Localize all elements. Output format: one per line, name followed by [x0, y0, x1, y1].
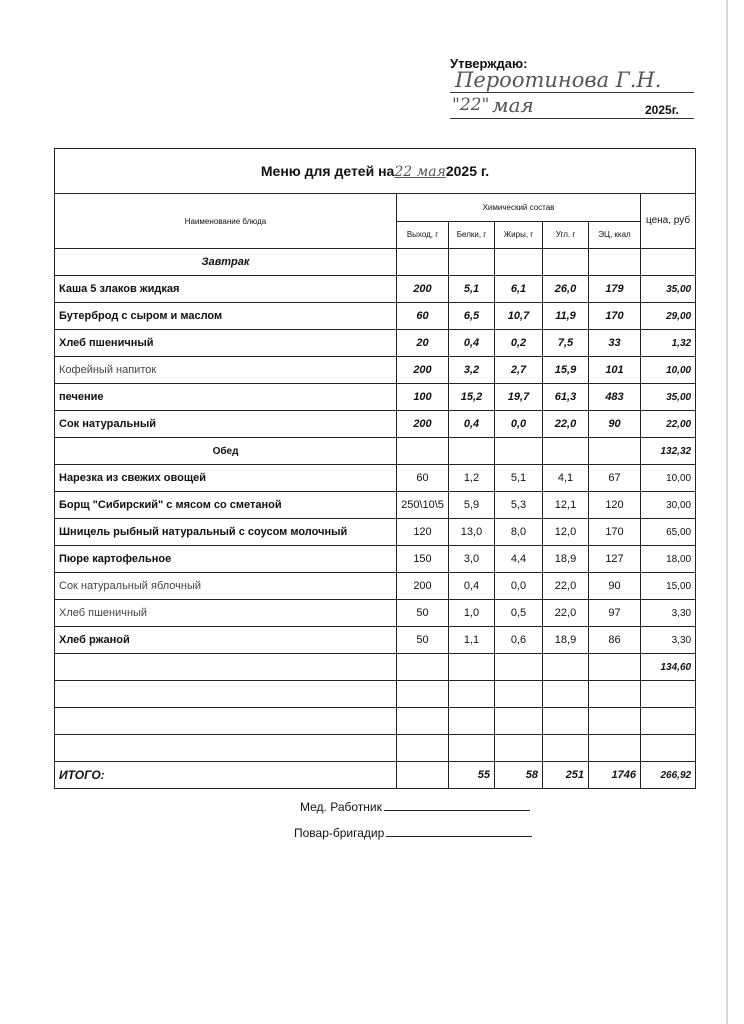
table-row — [55, 357, 696, 384]
approve-label: Утверждаю: — [450, 56, 528, 71]
cell-prot: 0,4 — [449, 330, 495, 357]
cell-price: 30,00 — [641, 492, 696, 519]
empty-row — [55, 681, 696, 708]
cell-kcal: 170 — [589, 303, 641, 330]
cell-price: 35,00 — [641, 276, 696, 303]
cell-name: Сок натуральный яблочный — [55, 573, 397, 600]
cell-name: Сок натуральный — [55, 411, 397, 438]
cell-prot: 15,2 — [449, 384, 495, 411]
cell-price: 65,00 — [641, 519, 696, 546]
cell-price: 1,32 — [641, 330, 696, 357]
cell-name: печение — [55, 384, 397, 411]
cell-prot: 5,1 — [449, 276, 495, 303]
cell-out: 60 — [397, 303, 449, 330]
total-prot: 55 — [449, 762, 495, 789]
cell-kcal: 86 — [589, 627, 641, 654]
table-row — [55, 276, 696, 303]
cell-name: Шницель рыбный натуральный с соусом молочный — [55, 519, 397, 546]
cell-name: Борщ "Сибирский" с мясом со сметаной — [55, 492, 397, 519]
cell-price: 22,00 — [641, 411, 696, 438]
signature-line — [450, 92, 694, 93]
table-row — [55, 573, 696, 600]
cell-fat: 19,7 — [495, 384, 543, 411]
table-row — [55, 627, 696, 654]
cell-out: 50 — [397, 600, 449, 627]
table-row — [55, 492, 696, 519]
cell-out: 200 — [397, 411, 449, 438]
date-line — [450, 118, 694, 119]
cell-fat: 0,6 — [495, 627, 543, 654]
col-kcal-header: ЭЦ, ккал — [589, 221, 641, 249]
table-title — [55, 149, 696, 194]
cell-kcal: 90 — [589, 411, 641, 438]
table-row — [55, 384, 696, 411]
cell-name: Нарезка из свежих овощей — [55, 465, 397, 492]
cell-out: 150 — [397, 546, 449, 573]
col-fat-header: Жиры, г — [495, 221, 543, 249]
table-row — [55, 465, 696, 492]
cell-prot: 3,2 — [449, 357, 495, 384]
cell-price: 15,00 — [641, 573, 696, 600]
lunch-total-price: 134,60 — [641, 654, 696, 681]
title-suffix: 2025 г. — [445, 162, 490, 179]
cell-kcal: 33 — [589, 330, 641, 357]
col-carb-header: Угл. г — [543, 221, 589, 249]
title-date: 22 мая — [394, 163, 446, 180]
cook-line — [386, 836, 532, 837]
cell-kcal: 90 — [589, 573, 641, 600]
med-line — [384, 810, 530, 811]
cell-carb: 26,0 — [543, 276, 589, 303]
cell-kcal: 127 — [589, 546, 641, 573]
col-name-header: Наименование блюда — [55, 194, 397, 249]
cell-fat: 2,7 — [495, 357, 543, 384]
cell-prot: 1,2 — [449, 465, 495, 492]
date-month: мая — [492, 93, 534, 117]
table-row — [55, 330, 696, 357]
table-row — [55, 600, 696, 627]
total-kcal: 1746 — [589, 762, 641, 789]
cell-name: Бутерброд с сыром и маслом — [55, 303, 397, 330]
cell-carb: 22,0 — [543, 600, 589, 627]
cell-carb: 18,9 — [543, 546, 589, 573]
cell-fat: 0,0 — [495, 411, 543, 438]
cell-out: 200 — [397, 573, 449, 600]
breakfast-rows — [55, 276, 696, 438]
total-price: 266,92 — [641, 762, 696, 789]
cell-price: 3,30 — [641, 600, 696, 627]
col-out-header: Выход, г — [397, 221, 449, 249]
cell-kcal: 483 — [589, 384, 641, 411]
cell-fat: 4,4 — [495, 546, 543, 573]
cell-prot: 6,5 — [449, 303, 495, 330]
cell-out: 50 — [397, 627, 449, 654]
cell-prot: 5,9 — [449, 492, 495, 519]
cell-fat: 0,0 — [495, 573, 543, 600]
cell-prot: 1,1 — [449, 627, 495, 654]
cell-fat: 5,3 — [495, 492, 543, 519]
cell-price: 29,00 — [641, 303, 696, 330]
lunch-rows — [55, 465, 696, 654]
cell-out: 100 — [397, 384, 449, 411]
empty-row — [55, 708, 696, 735]
cell-out: 20 — [397, 330, 449, 357]
cell-fat: 5,1 — [495, 465, 543, 492]
cell-fat: 0,2 — [495, 330, 543, 357]
cell-out: 200 — [397, 357, 449, 384]
col-chem-header: Химический состав — [397, 194, 641, 222]
cell-out: 250\10\5 — [397, 492, 449, 519]
cell-carb: 12,1 — [543, 492, 589, 519]
total-carb: 251 — [543, 762, 589, 789]
table-row — [55, 303, 696, 330]
approve-year: 2025г. — [645, 103, 679, 117]
cell-carb: 12,0 — [543, 519, 589, 546]
cell-name: Кофейный напиток — [55, 357, 397, 384]
table-row — [55, 546, 696, 573]
cell-price: 35,00 — [641, 384, 696, 411]
total-fat: 58 — [495, 762, 543, 789]
cell-carb: 7,5 — [543, 330, 589, 357]
breakfast-total-price: 132,32 — [641, 438, 696, 465]
col-prot-header: Белки, г — [449, 221, 495, 249]
cell-fat: 8,0 — [495, 519, 543, 546]
table-row — [55, 519, 696, 546]
cell-prot: 13,0 — [449, 519, 495, 546]
cell-name: Хлеб пшеничный — [55, 600, 397, 627]
cell-carb: 18,9 — [543, 627, 589, 654]
cell-price: 10,00 — [641, 465, 696, 492]
cell-prot: 1,0 — [449, 600, 495, 627]
lunch-label: Обед — [55, 438, 397, 465]
page-edge — [726, 0, 728, 1024]
cell-carb: 4,1 — [543, 465, 589, 492]
cell-out: 120 — [397, 519, 449, 546]
med-label: Мед. Работник — [300, 800, 382, 814]
cell-prot: 0,4 — [449, 411, 495, 438]
cell-fat: 10,7 — [495, 303, 543, 330]
title-prefix: Меню для детей на — [260, 162, 395, 179]
cell-prot: 0,4 — [449, 573, 495, 600]
cell-carb: 11,9 — [543, 303, 589, 330]
cell-kcal: 97 — [589, 600, 641, 627]
table-row — [55, 411, 696, 438]
cell-out: 60 — [397, 465, 449, 492]
cell-name: Каша 5 злаков жидкая — [55, 276, 397, 303]
cell-fat: 6,1 — [495, 276, 543, 303]
empty-row — [55, 735, 696, 762]
med-signature — [300, 800, 530, 814]
cell-fat: 0,5 — [495, 600, 543, 627]
col-price-header: цена, руб — [641, 194, 696, 249]
cell-kcal: 67 — [589, 465, 641, 492]
cell-price: 18,00 — [641, 546, 696, 573]
cell-out: 200 — [397, 276, 449, 303]
cell-name: Хлеб пшеничный — [55, 330, 397, 357]
cell-name: Пюре картофельное — [55, 546, 397, 573]
cell-name: Хлеб ржаной — [55, 627, 397, 654]
total-label: ИТОГО: — [55, 762, 397, 789]
cook-signature — [294, 826, 532, 840]
cell-carb: 61,3 — [543, 384, 589, 411]
date-day: "22" — [452, 95, 490, 115]
breakfast-label: Завтрак — [55, 249, 397, 276]
cell-carb: 15,9 — [543, 357, 589, 384]
signature-name: Пероотинова Г.Н. — [455, 68, 662, 92]
menu-table — [54, 148, 696, 789]
cell-prot: 3,0 — [449, 546, 495, 573]
cell-kcal: 101 — [589, 357, 641, 384]
cell-kcal: 179 — [589, 276, 641, 303]
cell-price: 3,30 — [641, 627, 696, 654]
cell-carb: 22,0 — [543, 411, 589, 438]
cell-carb: 22,0 — [543, 573, 589, 600]
cell-kcal: 120 — [589, 492, 641, 519]
cell-price: 10,00 — [641, 357, 696, 384]
cell-kcal: 170 — [589, 519, 641, 546]
cook-label: Повар-бригадир — [294, 826, 385, 840]
